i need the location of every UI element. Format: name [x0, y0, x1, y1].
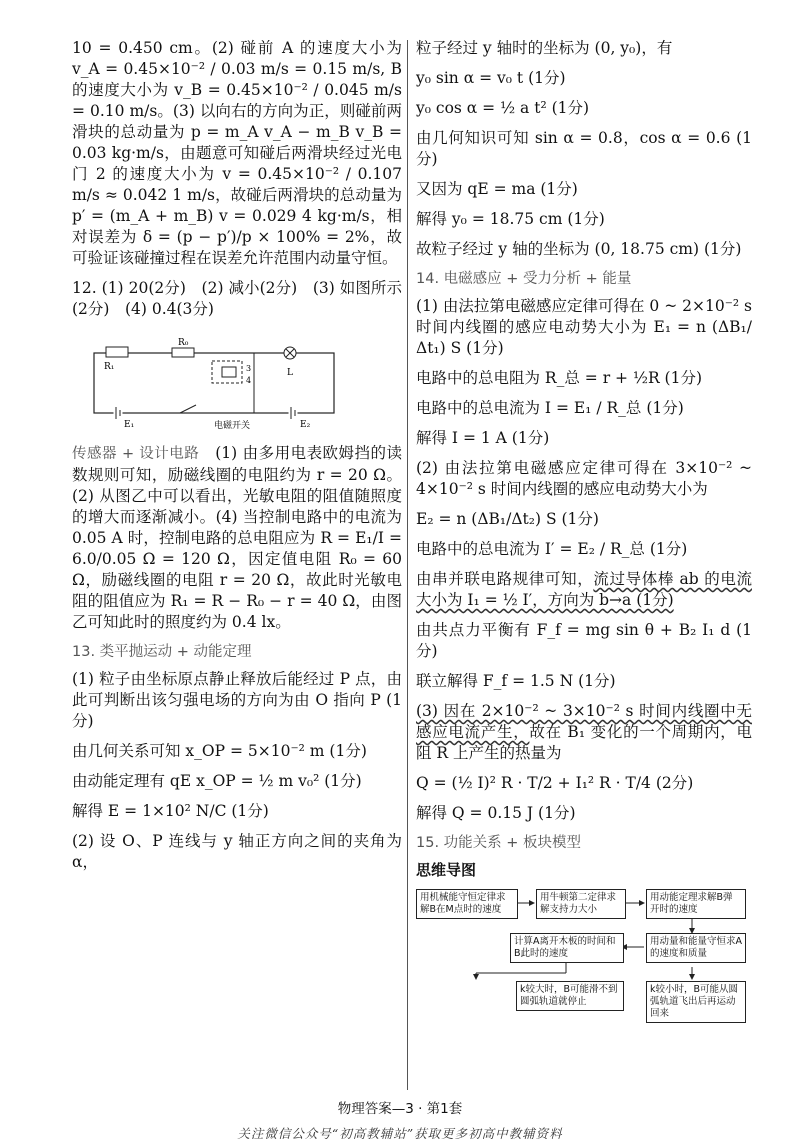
mindmap [416, 887, 748, 1017]
r-line-11: 解得 I = 1 A (1分) [416, 429, 550, 447]
r-line-8: (1) 由法拉第电磁感应定律可得在 0 ~ 2×10⁻² s 时间内线圈的感应电动势大小为 E₁ = n (ΔB₁/Δt₁) S (1分) [416, 297, 752, 357]
lamp-label: L [287, 368, 293, 378]
r0-label: R₀ [178, 338, 189, 348]
r-line-1: 粒子经过 y 轴时的坐标为 (0, y₀)，有 [416, 39, 673, 57]
circuit-diagram [84, 335, 346, 431]
mindmap-box-2: 用牛顿第二定律求解支持力大小 [536, 889, 626, 919]
right-column [416, 38, 752, 1017]
r-line-20: 解得 Q = 0.15 J (1分) [416, 804, 576, 822]
r-line-3: y₀ cos α = ½ a t² (1分) [416, 99, 590, 117]
e2-label: E₂ [300, 420, 311, 430]
column-divider [407, 40, 408, 1090]
left-column [72, 38, 402, 882]
r-line-7: 故粒子经过 y 轴的坐标为 (0, 18.75 cm) (1分) [416, 240, 742, 258]
r-line-16: 由共点力平衡有 F_f = mg sin θ + B₂ I₁ d (1分) [416, 621, 752, 660]
page-footer: 物理答案—3 · 第1套 [337, 1101, 463, 1117]
r-line-5: 又因为 qE = ma (1分) [416, 180, 578, 198]
r-line-19: Q = (½ I)² R · T/2 + I₁² R · T/4 (2分) [416, 774, 694, 792]
mindmap-title: 思维导图 [416, 861, 477, 879]
r-line-18: (3) 因在 2×10⁻² ~ 3×10⁻² s 时间内线圈中无感应电流产生，故在 B₁ 变化的一个周期内，电阻 R 上产生的热量为 [416, 702, 752, 762]
r-line-9: 电路中的总电阻为 R_总 = r + ½R (1分) [416, 369, 703, 387]
q13-line-3: 由动能定理有 qE x_OP = ½ m v₀² (1分) [72, 772, 362, 790]
r1-label: R₁ [104, 362, 115, 372]
mindmap-box-5: 用动量和能量守恒求A的速度和质量 [646, 933, 746, 963]
r-line-13: E₂ = n (ΔB₁/Δt₂) S (1分) [416, 510, 599, 528]
q13-line-2: 由几何关系可知 x_OP = 5×10⁻² m (1分) [72, 742, 367, 760]
q11-continuation: 10 = 0.450 cm。(2) 碰前 A 的速度大小为 v_A = 0.45×10⁻² / 0.03 m/s = 0.15 m/s, B 的速度大小为 v_B = 0.45×10⁻² / 0.045 m/s = 0.10 m/s。(3) 以向右的方向为正，则碰前两滑块的总动量为 p = m_A v_A − m_B v_B = 0.03 kg·m/s，由题意可知碰后两滑块经过光电门 2 的速度大小为 v = 0.45×10⁻² / 0.107 m/s ≈ 0.042 1 m/s，故碰后两滑块的总动量为 p′ = (m_A + m_B) v = 0.029 4 kg·m/s，相对误差为 δ = (p − p′)/p × 100% = 2%，故可验证该碰撞过程在误差允许范围内动量守恒。 [72, 39, 402, 267]
r-line-6: 解得 y₀ = 18.75 cm (1分) [416, 210, 605, 228]
bottom-note: 关注微信公众号“初高教辅站”获取更多初高中教辅资料 [237, 1126, 563, 1141]
mindmap-box-6: k较大时，B可能滑不到圆弧轨道就停止 [516, 981, 624, 1011]
r-line-14: 电路中的总电流为 I′ = E₂ / R_总 (1分) [416, 540, 688, 558]
mindmap-box-7: k较小时，B可能从圆弧轨道飞出后再运动回来 [646, 981, 746, 1023]
q13-line-4: 解得 E = 1×10² N/C (1分) [72, 802, 269, 820]
mindmap-box-3: 用动能定理求解B弹开时的速度 [646, 889, 746, 919]
q12-explanation: 传感器 + 设计电路 (1) 由多用电表欧姆挡的读数规则可知，励磁线圈的电阻约为 r = 20 Ω。(2) 从图乙中可以看出，光敏电阻的阻值随照度的增大而逐渐减小。(4) 当控制电路中的电流为 0.05 A 时，控制电路的总电阻应为 R = E₁/I = 6.0/0.05 Ω = 120 Ω，因定值电阻 R₀ = 60 Ω，励磁线圈的电阻 r = 20 Ω，故此时光敏电阻的阻值应为 R₁ = R − R₀ − r = 40 Ω，由图乙可知此时的照度约为 0.4 lx。 [72, 444, 402, 631]
q15-heading: 15. 功能关系 + 板块模型 [416, 835, 582, 851]
e1-label: E₁ [124, 420, 135, 430]
svg-text:4: 4 [246, 376, 252, 385]
r-line-12: (2) 由法拉第电磁感应定律可得在 3×10⁻² ~ 4×10⁻² s 时间内线圈的感应电动势大小为 [416, 459, 752, 498]
q14-heading: 14. 电磁感应 + 受力分析 + 能量 [416, 271, 632, 287]
q12-answer: 12. (1) 20(2分) (2) 减小(2分) (3) 如图所示(2分) (4) 0.4(3分) [72, 279, 402, 318]
svg-text:3: 3 [246, 364, 252, 373]
mindmap-box-1: 用机械能守恒定律求解B在M点时的速度 [416, 889, 518, 919]
q13-heading: 13. 类平抛运动 + 动能定理 [72, 644, 252, 660]
q13-line-5: (2) 设 O、P 连线与 y 轴正方向之间的夹角为 α， [72, 832, 402, 871]
r-line-17: 联立解得 F_f = 1.5 N (1分) [416, 672, 616, 690]
r-line-10: 电路中的总电流为 I = E₁ / R_总 (1分) [416, 399, 684, 417]
switch-label: 电磁开关 [214, 421, 251, 431]
r-line-2: y₀ sin α = v₀ t (1分) [416, 69, 566, 87]
q12-tag: 传感器 + 设计电路 [72, 446, 200, 462]
mindmap-box-4: 计算A离开木板的时间和B此时的速度 [510, 933, 624, 963]
r-line-15: 由串并联电路规律可知，流过导体棒 ab 的电流大小为 I₁ = ½ I′，方向为 b→a (1分) [416, 570, 752, 609]
q13-line-1: (1) 粒子由坐标原点静止释放后能经过 P 点，由此可判断出该匀强电场的方向为由 O 指向 P (1分) [72, 670, 402, 730]
r-line-4: 由几何知识可知 sin α = 0.8，cos α = 0.6 (1分) [416, 129, 752, 168]
